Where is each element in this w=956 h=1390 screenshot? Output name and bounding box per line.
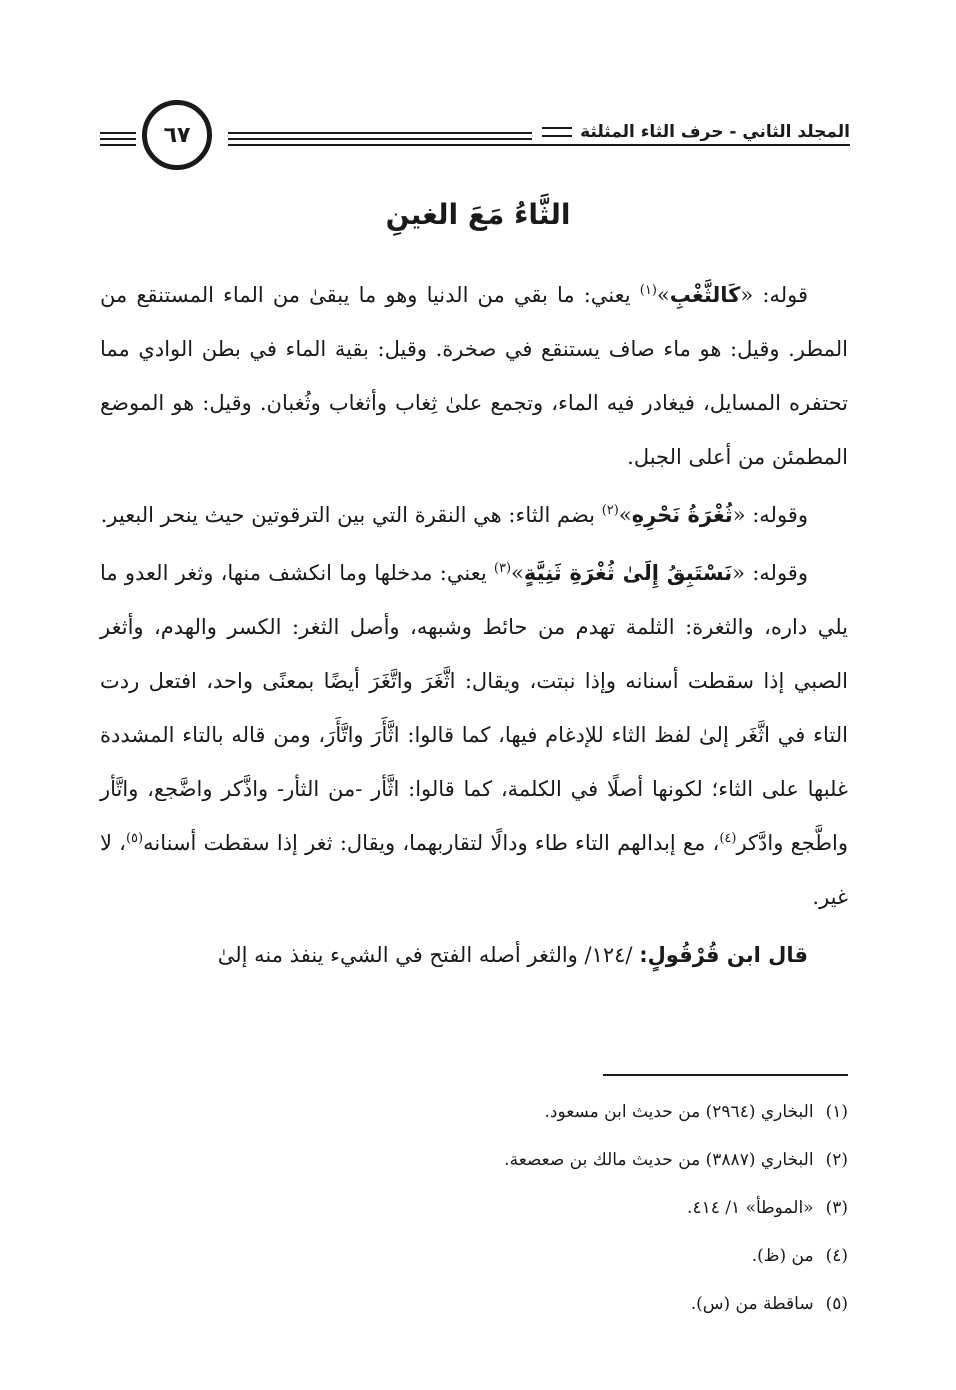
- page-number-frame: [136, 100, 228, 176]
- footnote-number: (٤): [825, 1246, 848, 1266]
- section-title: الثَّاءُ مَعَ الغينِ: [385, 198, 571, 231]
- paragraph-1: [100, 268, 848, 484]
- footnote-text: من (ظ).: [751, 1246, 814, 1266]
- footnote: [100, 1136, 848, 1184]
- footnote-text: البخاري (٣٨٨٧) من حديث مالك بن صعصعة.: [504, 1150, 814, 1170]
- footnote: [100, 1280, 848, 1328]
- hadith-quote: نَسْتَبِقُ إِلَىٰ ثُغْرَةِ ثَنِيَّةٍ: [523, 561, 733, 585]
- footnote: [100, 1088, 848, 1136]
- running-header: [100, 100, 850, 180]
- hadith-quote: كَالثَّغْبِ: [669, 283, 741, 307]
- paragraph-3: [100, 546, 848, 924]
- body-text: [100, 268, 848, 986]
- page-number: ٦٧: [142, 100, 212, 170]
- footnote-ref: (٣): [493, 561, 512, 576]
- text-run: يعني: ما بقي من الدنيا وهو ما يبقىٰ من الماء المستنقع من المطر. وقيل: هو ماء صاف يستنقع في صخرة. وقيل: بقية الماء في بطن الوادي مما تحتفره المسايل، فيغادر فيه الماء، وتجمع علىٰ ثِغاب وأثغاب وثُغبان. وقيل: هو الموضع المطمئن من أعلى الجبل.: [100, 283, 848, 469]
- footnote: [100, 1184, 848, 1232]
- text-run: ، لا غير.: [100, 831, 848, 909]
- footnote-ref: (٤): [719, 831, 737, 846]
- text-run: قوله: «: [740, 283, 808, 307]
- text-run: وقوله: «: [732, 503, 808, 527]
- paragraph-4: [100, 928, 848, 982]
- text-run: يعني: مدخلها وما انكشف منها، وثغر العدو ما يلي داره، والثغرة: الثلمة تهدم من حائط وشبهه، وأصل الثغر: الكسر والهدم، وأثغر الصبي إذا سقطت أسنانه وإذا نبتت، ويقال: اثَّغَرَ واتَّغَرَ أيضًا بمعنًى واحد، افتعل ردت التاء في اثَّغَر إلىٰ لفظ الثاء للإدغام فيها، كما قالوا: اثَّأَرَ واتَّأَرَ، ومن قاله بالتاء المشددة غلبها على الثاء؛ لكونها أصلًا في الكلمة، كما قالوا: اثَّأر -من الثأر- واذَّكر واضَّجع، واتَّأر واطَّجع وادَّكر: [100, 561, 848, 855]
- source-attribution: قال ابن قُرْقُولٍ:: [639, 943, 808, 967]
- footnote-divider: [603, 1074, 848, 1076]
- text-run: /١٢٤/ والثغر أصله الفتح في الشيء ينفذ منه إلىٰ: [217, 943, 640, 967]
- footnotes: [100, 1088, 848, 1328]
- footnote-text: ساقطة من (س).: [690, 1294, 814, 1314]
- text-run: بضم الثاء: هي النقرة التي بين الترقوتين حيث ينحر البعير.: [100, 503, 602, 527]
- footnote-ref: (١): [639, 283, 657, 298]
- header-title: المجلد الثاني - حرف الثاء المثلثة: [532, 120, 850, 144]
- text-run: ، مع إبدالهم التاء طاء ودالًا لتقاربهما، ويقال: ثغر إذا سقطت أسنانه: [143, 831, 720, 855]
- text-run: »: [511, 561, 524, 585]
- footnote: [100, 1232, 848, 1280]
- footnote-ref: (٢): [601, 503, 619, 518]
- hadith-quote: ثُغْرَةُ نَحْرِهِ: [631, 503, 733, 527]
- footnote-text: البخاري (٢٩٦٤) من حديث ابن مسعود.: [544, 1102, 814, 1122]
- text-run: »: [618, 503, 632, 527]
- footnote-text: «الموطأ» ١/ ٤١٤.: [687, 1198, 814, 1218]
- footnote-number: (٢): [825, 1150, 848, 1170]
- footnote-number: (٥): [825, 1294, 848, 1314]
- text-run: وقوله: «: [732, 561, 808, 585]
- paragraph-2: [100, 488, 848, 542]
- footnote-number: (١): [825, 1102, 848, 1122]
- footnote-number: (٣): [825, 1198, 848, 1218]
- footnote-ref: (٥): [125, 831, 144, 846]
- text-run: »: [656, 283, 670, 307]
